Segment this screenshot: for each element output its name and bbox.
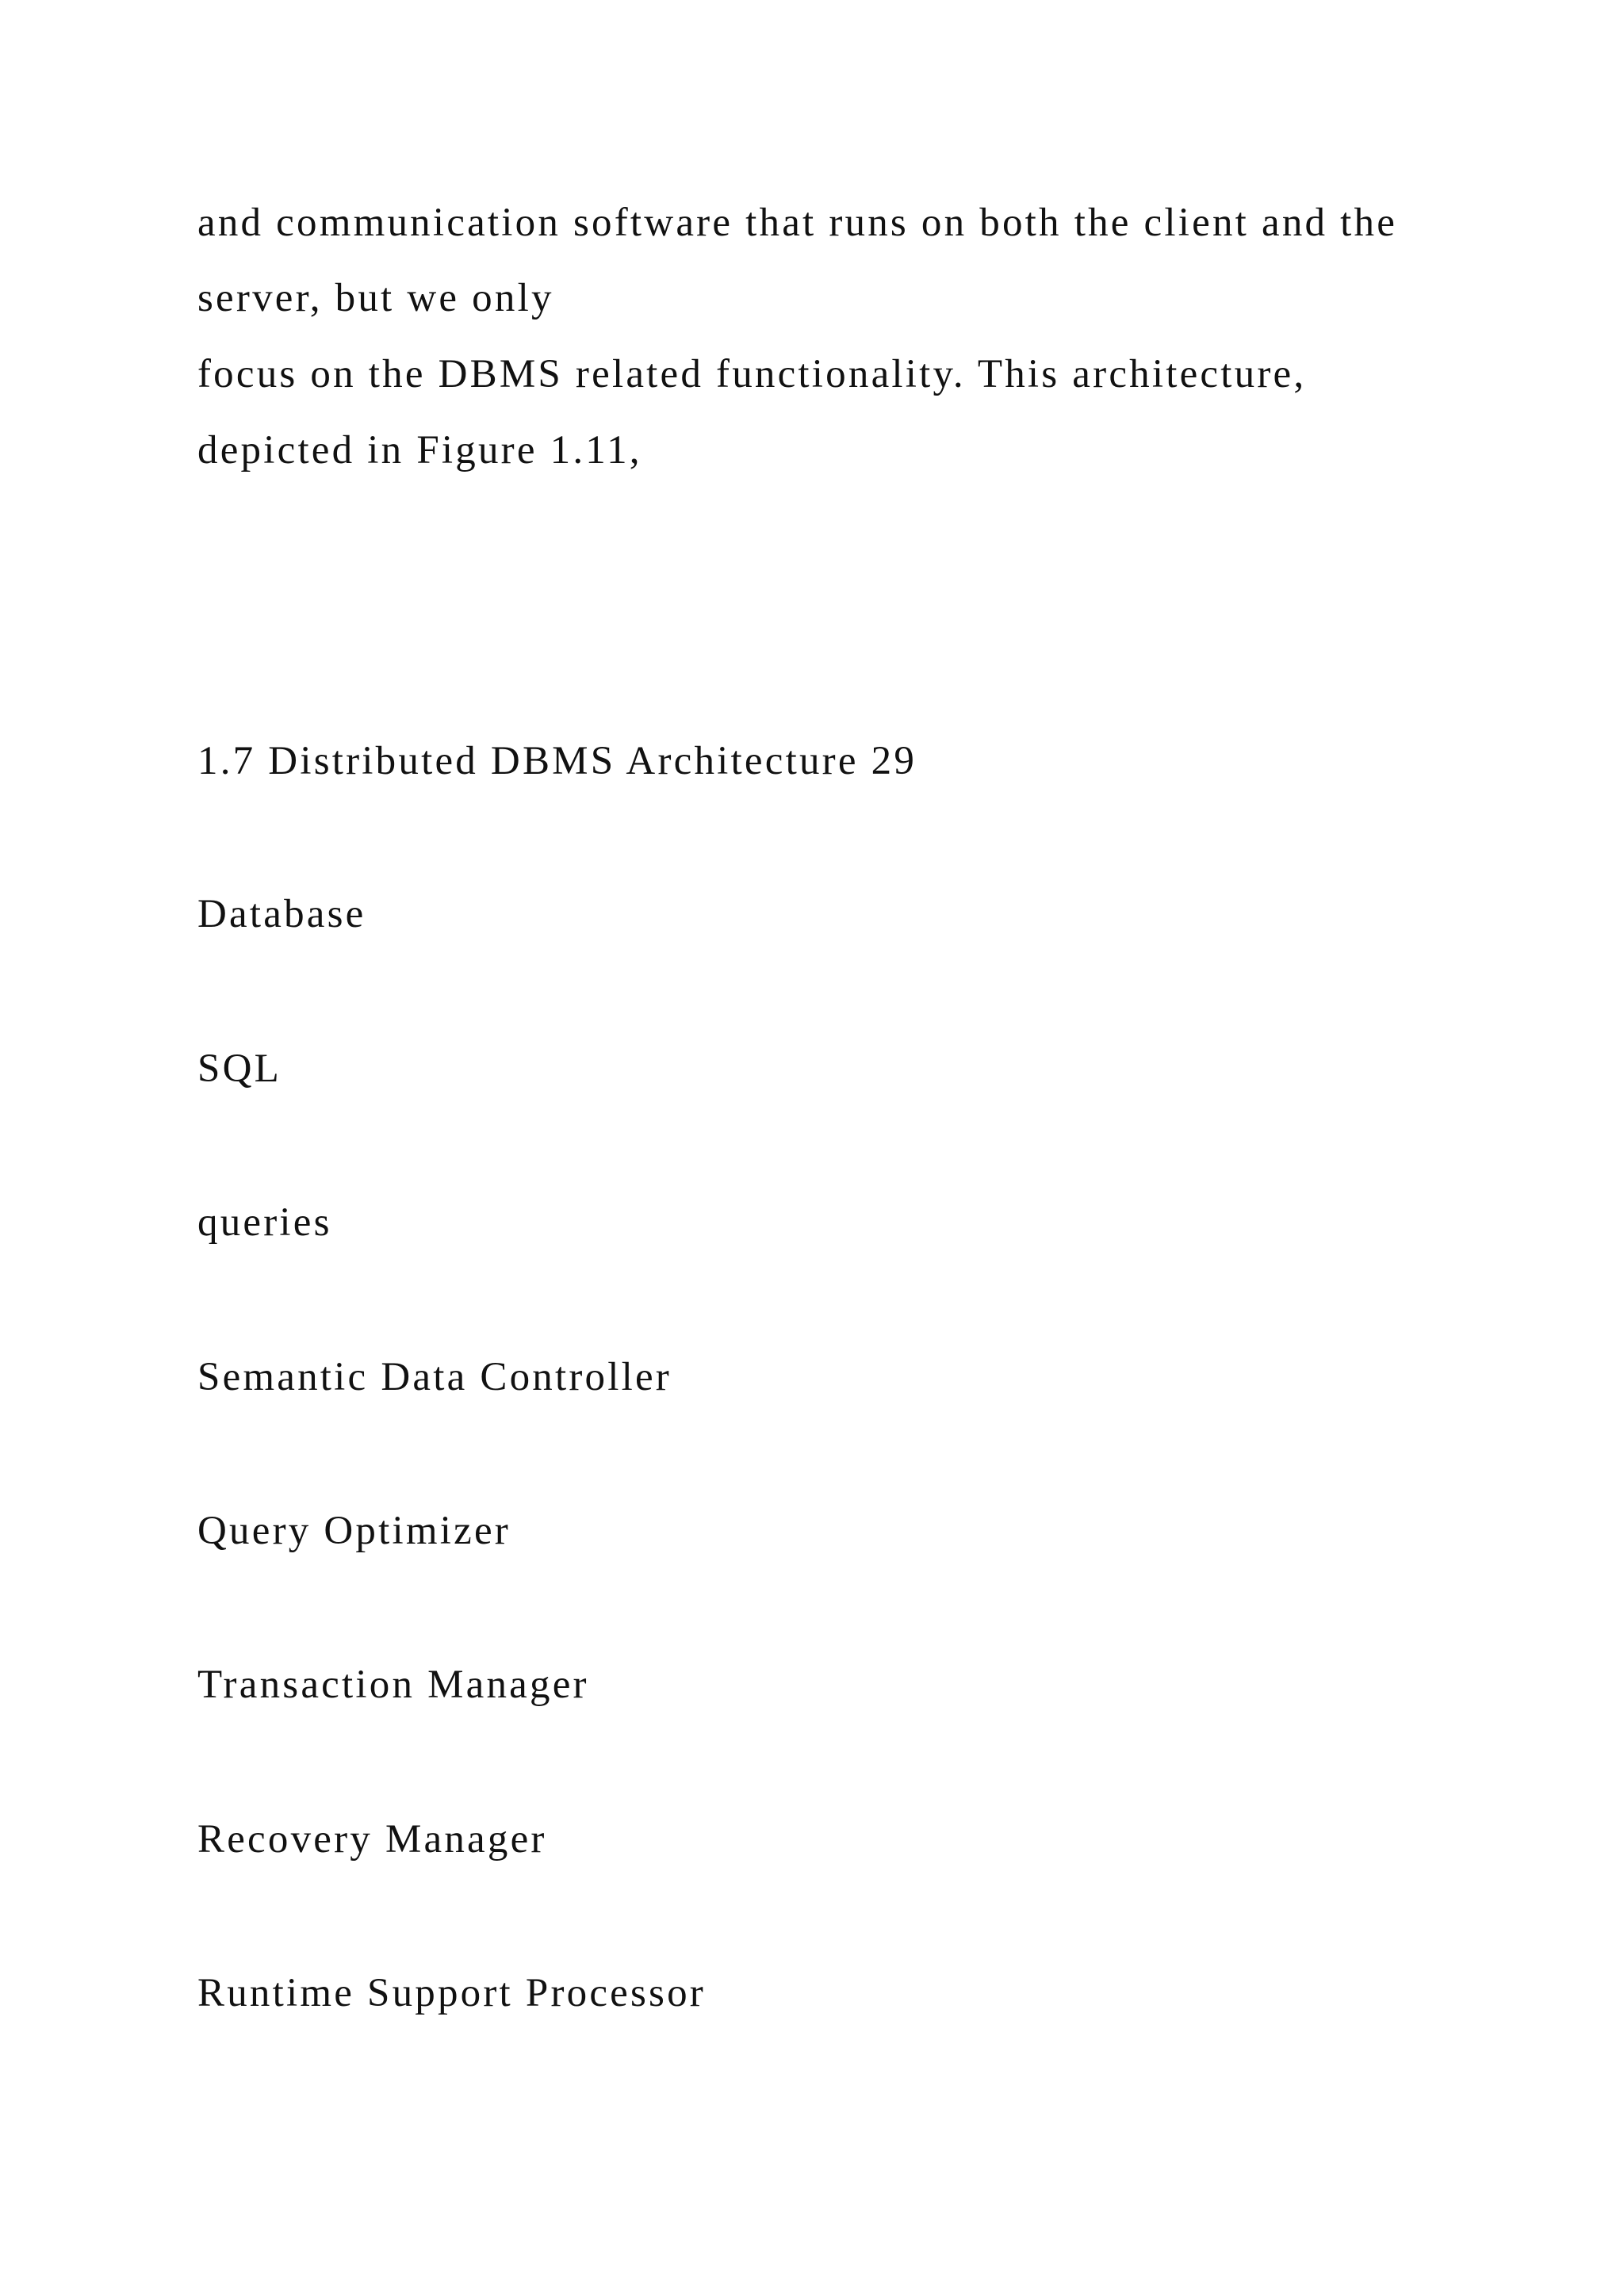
paragraph-line-1: and communication software that runs on both the client and the (197, 201, 1398, 245)
running-header: 1.7 Distributed DBMS Architecture 29 (197, 739, 917, 783)
figure-label-database: Database (197, 892, 366, 936)
figure-label-queries: queries (197, 1200, 332, 1245)
figure-label-recovery-manager: Recovery Manager (197, 1817, 547, 1862)
paragraph-line-2: server, but we only (197, 276, 554, 320)
figure-label-query-optimizer: Query Optimizer (197, 1509, 511, 1553)
paragraph-line-3: focus on the DBMS related functionality. This architecture, (197, 352, 1307, 396)
figure-label-transaction-manager: Transaction Manager (197, 1663, 589, 1707)
paragraph-line-4: depicted in Figure 1.11, (197, 428, 642, 473)
figure-label-sql: SQL (197, 1047, 282, 1091)
figure-label-semantic-data-controller: Semantic Data Controller (197, 1355, 672, 1399)
figure-label-runtime-support-processor: Runtime Support Processor (197, 1971, 706, 2015)
